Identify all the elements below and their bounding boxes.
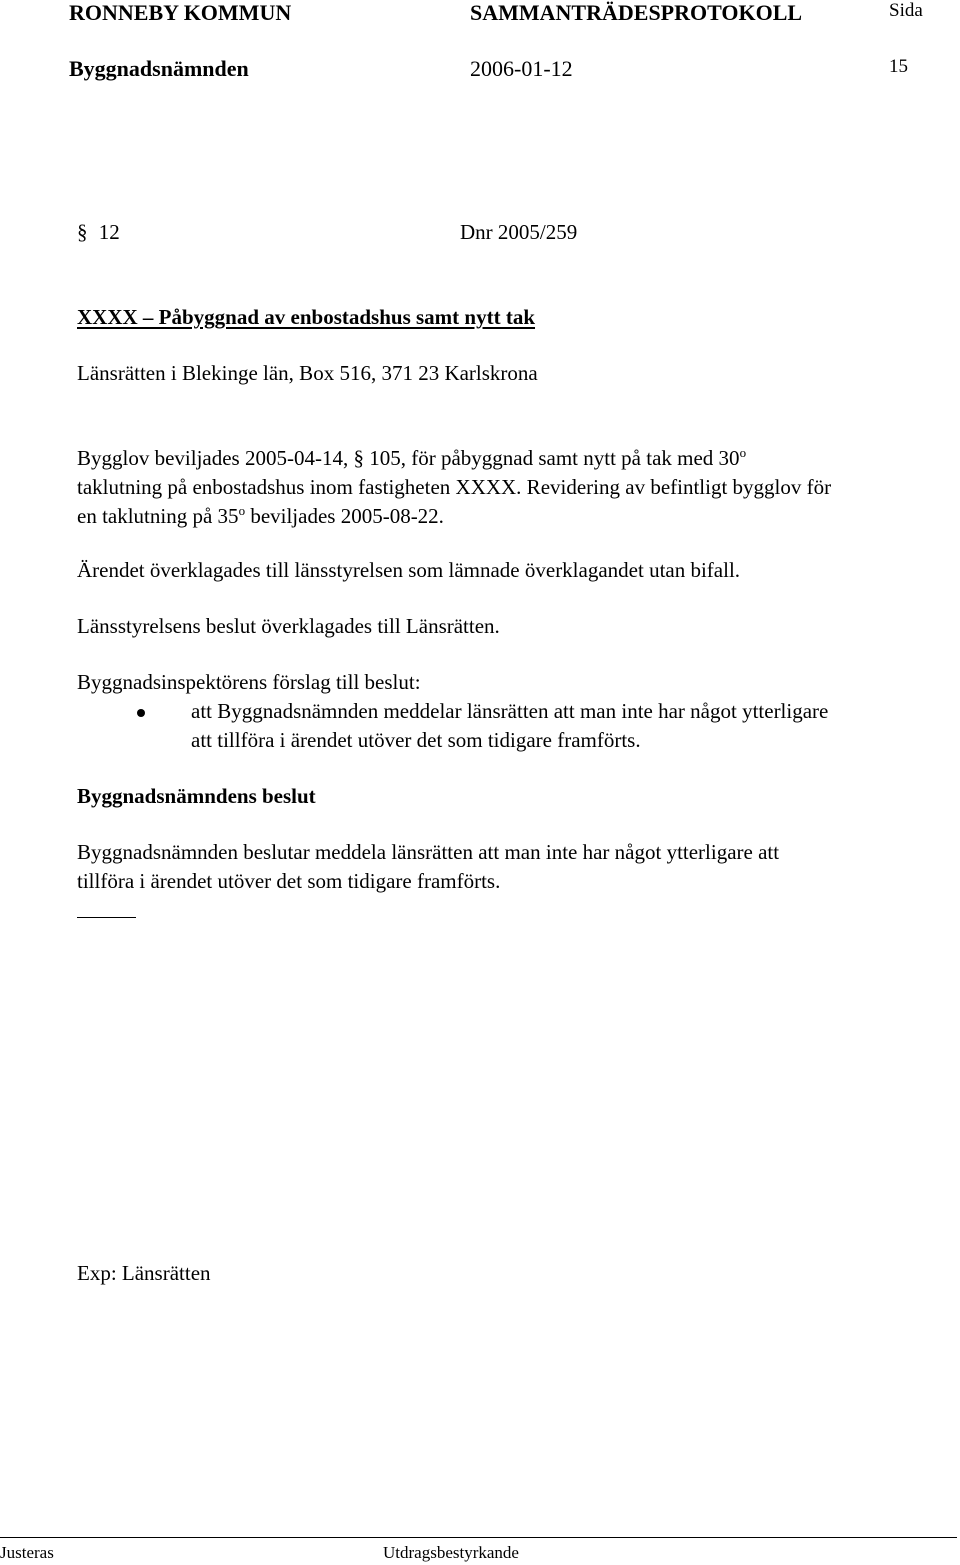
degree-sup-1: o [739,445,747,460]
footer-justeras: Justeras [0,1543,54,1562]
paragraph-symbol-inline: § [353,446,364,470]
proposal-line-1: att Byggnadsnämnden meddelar länsrätten att man inte har något ytterligare [191,699,829,723]
bullet-icon [137,709,145,717]
permit-line-3a: en taklutning på 35 [77,504,239,528]
case-sender: Länsrätten i Blekinge län, Box 516, 371 23 Karlskrona [77,361,538,385]
paragraph-symbol: § [77,220,88,244]
proposal-line-2: att tillföra i ärendet utöver det som tidigare framförts. [191,728,641,752]
degree-sup-2: o [238,503,246,518]
decision-heading: Byggnadsnämndens beslut [77,784,316,808]
paragraph-permit [77,444,957,531]
permit-line-3b: beviljades 2005-08-22. [245,504,444,528]
municipality-name: RONNEBY KOMMUN [69,0,292,25]
decision-line-2: tillföra i ärendet utöver det som tidigare framförts. [77,869,501,893]
case-title: XXXX – Påbyggnad av enbostadshus samt nytt tak [77,305,536,329]
paragraph-appeal-court: Länsstyrelsens beslut överklagades till Länsrätten. [77,614,500,638]
decision-line-1: Byggnadsnämnden beslutar meddela länsrätten att man inte har något ytterligare att [77,840,780,864]
committee-name: Byggnadsnämnden [69,56,249,81]
footer-utdragsbestyrkande: Utdragsbestyrkande [383,1543,519,1562]
case-dnr: Dnr 2005/259 [460,220,578,244]
permit-text-a: Bygglov beviljades 2005-04-14, [77,446,354,470]
permit-line-2: taklutning på enbostadshus inom fastigheten XXXX. Revidering av befintligt bygglov för [77,475,832,499]
paragraph-appeal: Ärendet överklagades till länsstyrelsen som lämnade överklagandet utan bifall. [77,558,741,582]
page-label: Sida [889,0,923,21]
page-number: 15 [889,56,908,77]
paragraph-number: 12 [98,220,120,244]
permit-text-b: 105, för påbyggnad samt nytt på tak med 30 [363,446,740,470]
protocol-title: SAMMANTRÄDESPROTOKOLL [470,0,803,25]
section-end-rule [77,917,136,918]
case-paragraph [77,218,120,247]
footer-rule [0,1537,957,1538]
expedition-note: Exp: Länsrätten [77,1261,211,1285]
meeting-date: 2006-01-12 [470,56,573,81]
proposal-heading: Byggnadsinspektörens förslag till beslut: [77,670,421,694]
